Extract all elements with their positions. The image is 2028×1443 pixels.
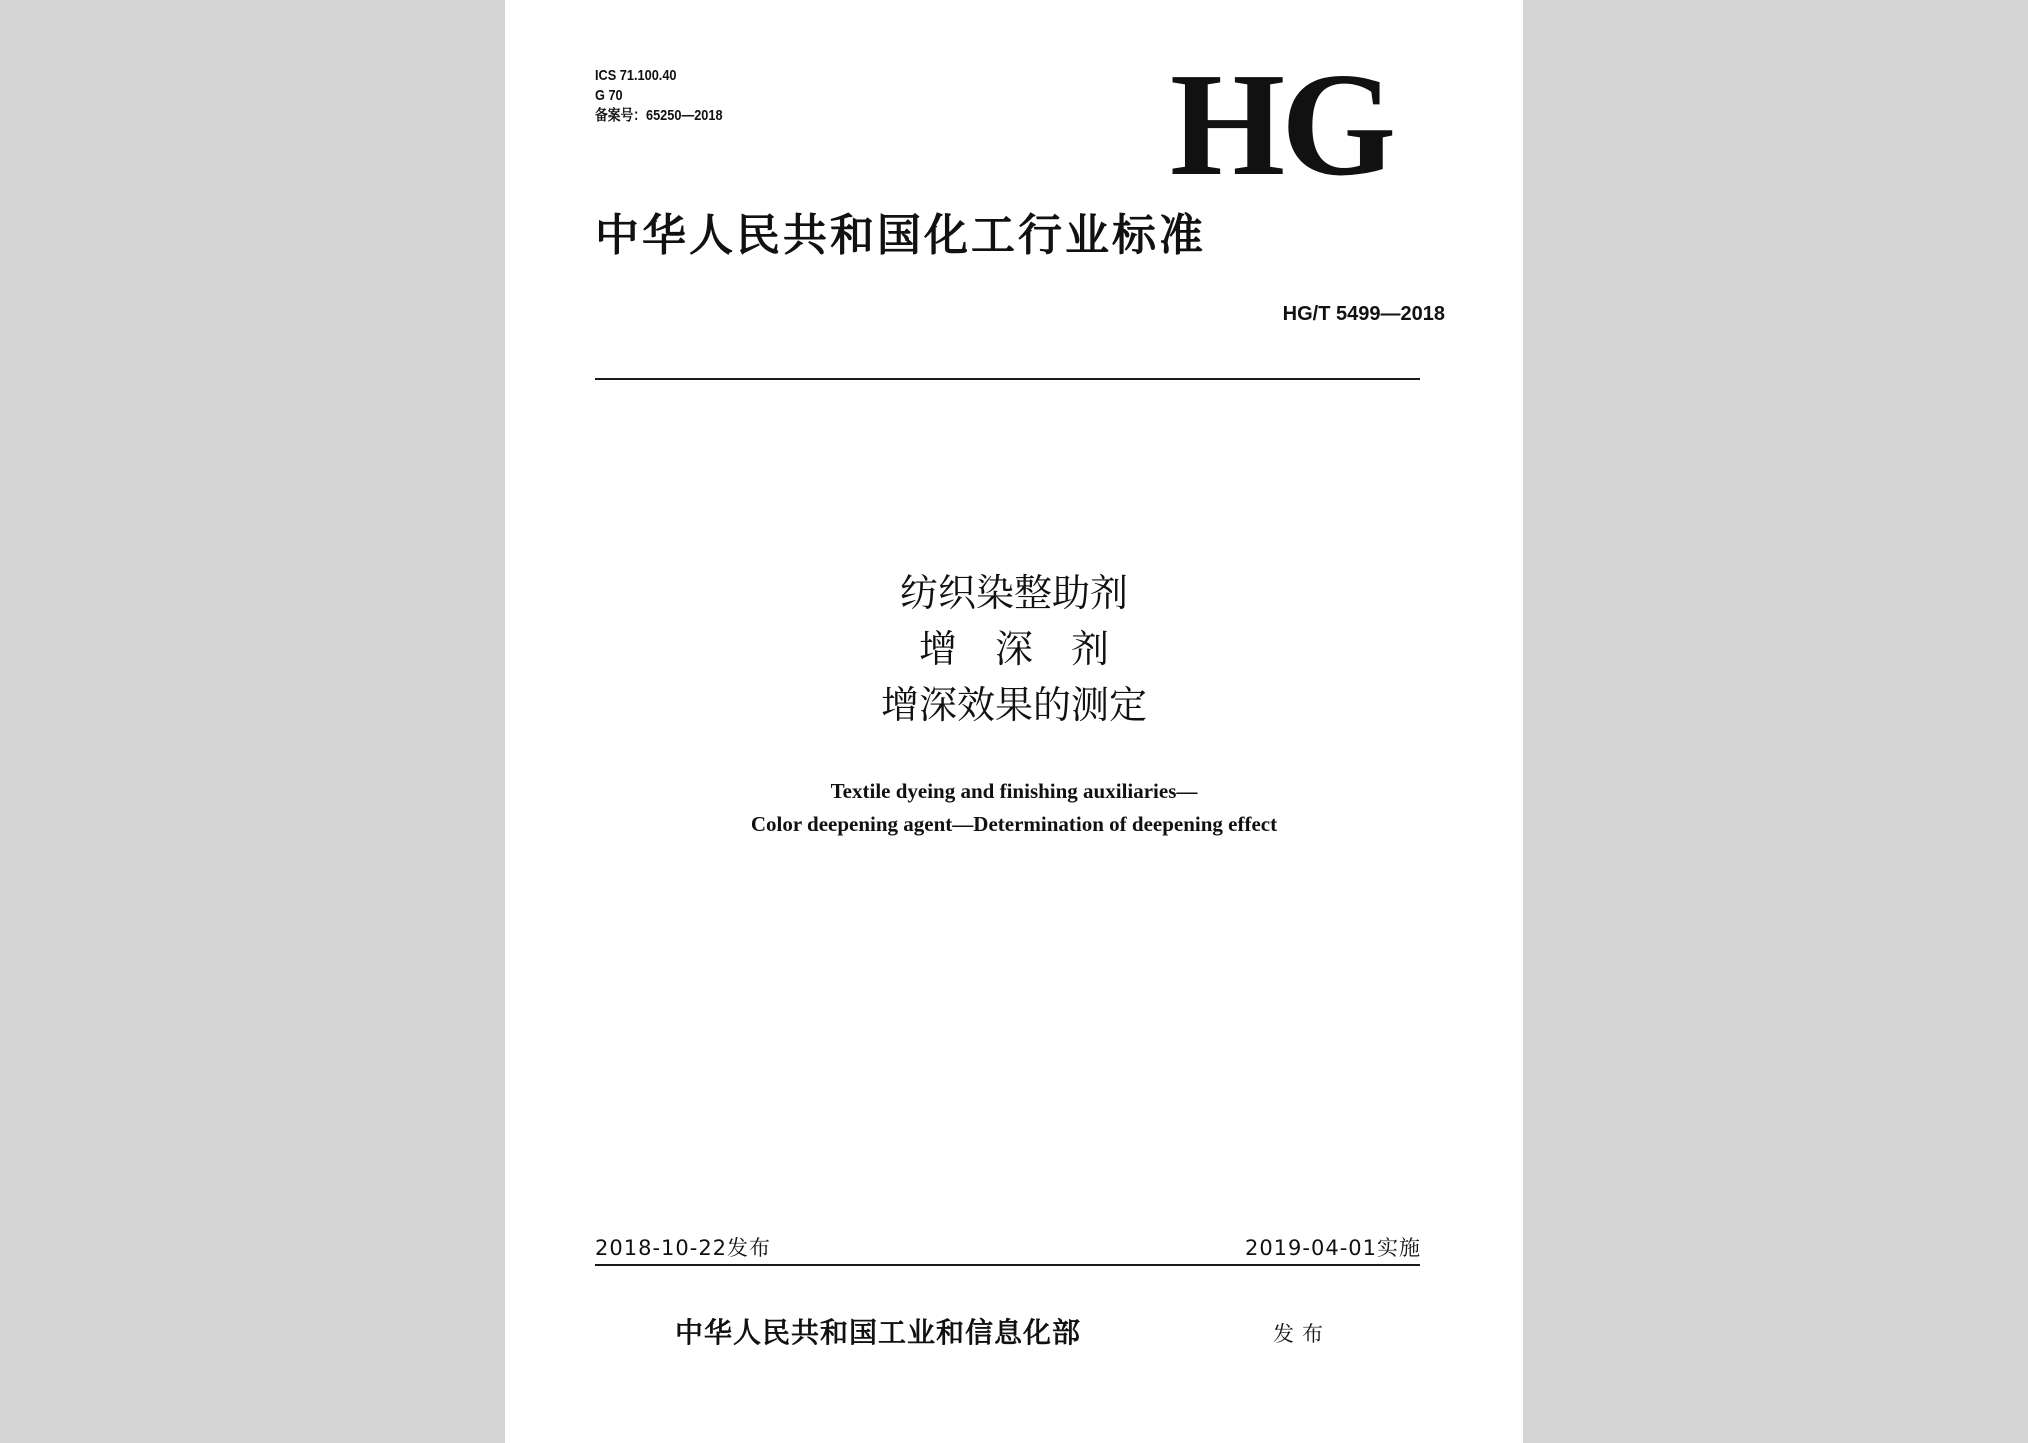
bottom-divider	[595, 1264, 1420, 1266]
english-title-line: Textile dyeing and finishing auxiliaries—	[830, 779, 1198, 803]
top-divider	[595, 378, 1420, 380]
chinese-title-line: 增深效果的测定	[880, 683, 1147, 727]
ccs-code: G 70	[595, 87, 623, 104]
english-title	[505, 775, 1523, 841]
chinese-title-line: 纺织染整助剂	[899, 571, 1128, 615]
issuer-suffix: 发布	[1273, 1322, 1331, 1346]
issue-date: 2018-10-22发布	[595, 1236, 772, 1260]
english-title-line: Color deepening agent—Determination of deepening effect	[750, 812, 1278, 836]
document-page	[505, 0, 1523, 1443]
record-number: 备案号：65250—2018	[595, 107, 723, 124]
standard-number: HG/T 5499—2018	[1282, 303, 1445, 325]
standard-type: 中华人民共和国化工行业标准	[595, 210, 1206, 261]
hg-logo: HG	[1170, 43, 1393, 207]
classification-block	[595, 66, 723, 126]
issuing-authority: 中华人民共和国工业和信息化部	[675, 1316, 1082, 1349]
ics-code: ICS 71.100.40	[595, 67, 677, 84]
chinese-title-line: 增 深 剂	[918, 627, 1109, 671]
chinese-title	[505, 565, 1523, 733]
implementation-date: 2019-04-01实施	[1244, 1236, 1421, 1260]
